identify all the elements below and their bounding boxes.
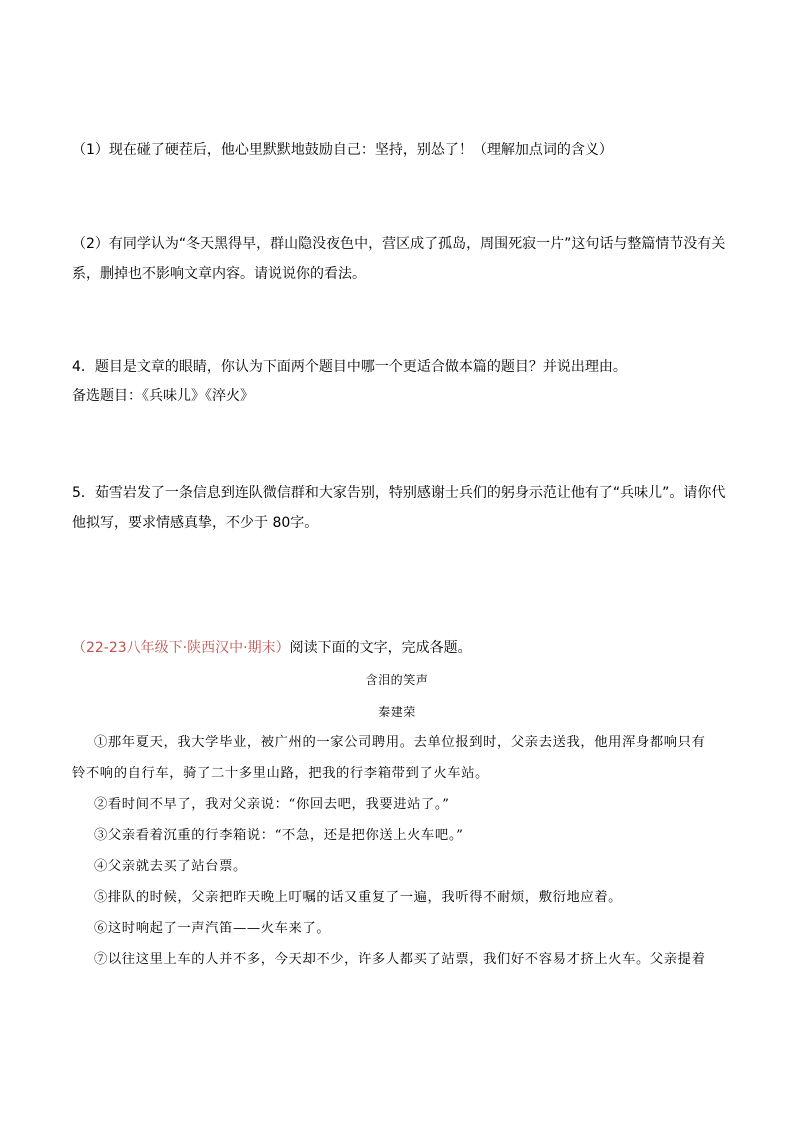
- question-4-options: 备选题目：《兵味儿》《淬火》: [72, 388, 254, 404]
- story-paragraph-3: ③父亲看着沉重的行李箱说：“不急，还是把你送上火车吧。”: [94, 828, 464, 843]
- story-paragraph-2: ②看时间不早了，我对父亲说：“你回去吧，我要进站了。”: [94, 797, 450, 812]
- section-header: [72, 638, 472, 658]
- story-paragraph-7-line1: ⑦以往这里上车的人并不多，今天却不少，许多人都买了站票，我们好不容易才挤上火车。父亲提着: [94, 952, 706, 967]
- question-5-line2: 他拟写，要求情感真挚，不少于 80字。: [72, 515, 319, 531]
- question-3-1: （1）现在碰了硬茬后，他心里默默地鼓励自己：坚持，别怂了！（理解加点词的含义）: [72, 142, 613, 158]
- story-title: 含泪的笑声: [365, 673, 429, 687]
- story-paragraph-1-line1: ①那年夏天，我大学毕业，被广州的一家公司聘用。去单位报到时，父亲去送我，他用浑身都响只有: [94, 735, 706, 750]
- question-3-2-line1: （2）有同学认为“冬天黑得早，群山隐没夜色中，营区成了孤岛，周围死寂一片”这句话与整篇情节没有关: [72, 236, 726, 252]
- source-tag: （22-23八年级下·陕西汉中·期末）: [72, 640, 290, 656]
- story-paragraph-4: ④父亲就去买了站台票。: [94, 859, 247, 874]
- story-paragraph-6: ⑥这时响起了一声汽笛——火车来了。: [94, 921, 331, 936]
- question-3-2-line2: 系，删掉也不影响文章内容。请说说你的看法。: [72, 266, 366, 282]
- story-author: 秦建荣: [378, 705, 416, 719]
- story-paragraph-1-line2: 铃不响的自行车，骑了二十多里山路，把我的行李箱带到了火车站。: [72, 766, 489, 781]
- section-instruction: 阅读下面的文字，完成各题。: [289, 640, 472, 656]
- story-paragraph-5: ⑤排队的时候，父亲把昨天晚上叮嘱的话又重复了一遍，我听得不耐烦，敷衍地应着。: [94, 890, 623, 905]
- question-4-line1: 4．题目是文章的眼睛，你认为下面两个题目中哪一个更适合做本篇的题目？并说出理由。: [72, 359, 627, 375]
- question-5-line1: 5．茹雪岩发了一条信息到连队微信群和大家告别，特别感谢士兵们的躬身示范让他有了“兵味儿”。请你代: [72, 485, 726, 501]
